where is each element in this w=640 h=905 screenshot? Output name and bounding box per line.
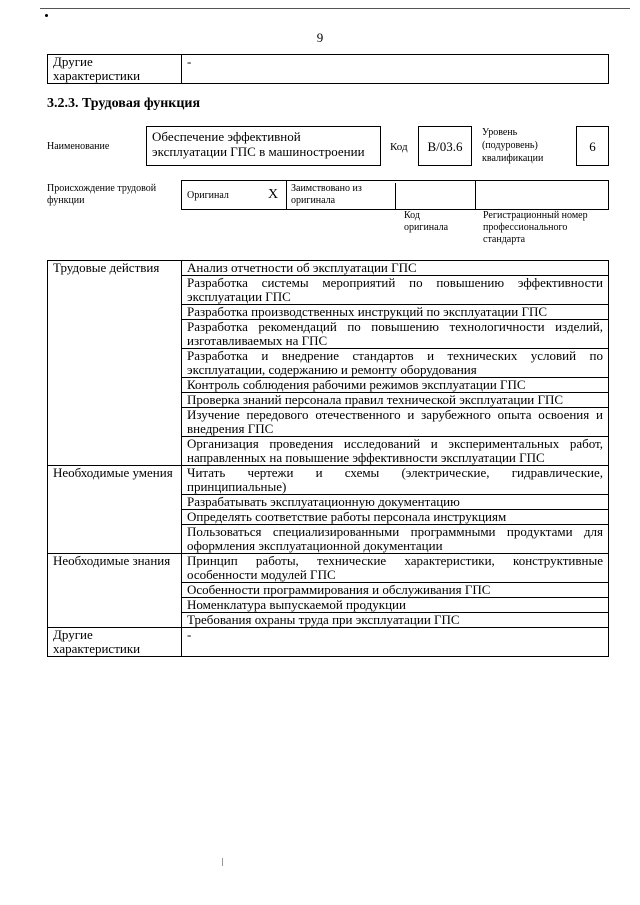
origin-label: Происхождение трудовой функции	[47, 183, 157, 206]
skill-item: Определять соответствие работы персонала инструкциям	[182, 510, 609, 525]
origin-box	[181, 180, 609, 210]
original-cell	[182, 181, 287, 209]
knowledge-item: Номенклатура выпускаемой продукции	[182, 598, 609, 613]
level-value-box	[576, 126, 609, 166]
code-label: Код	[390, 141, 408, 153]
other-label: Другие характеристики	[48, 628, 182, 657]
labor-action-item: Разработка и внедрение стандартов и технических условий по эксплуатации, содержанию и ремонту оборудования	[182, 349, 609, 378]
function-name-box	[146, 126, 381, 166]
labor-action-item: Разработка системы мероприятий по повышению эффективности эксплуатации ГПС	[182, 276, 609, 305]
labor-action-item: Анализ отчетности об эксплуатации ГПС	[182, 261, 609, 276]
scan-dot	[45, 14, 48, 17]
other-characteristics-label: Другие характеристики	[48, 55, 182, 84]
knowledge-item: Требования охраны труда при эксплуатации ГПС	[182, 613, 609, 628]
origin-divider	[475, 181, 476, 209]
labor-function-table	[47, 260, 609, 657]
labor-action-item: Разработка рекомендаций по повышению технологичности изделий, изготавливаемых на ГПС	[182, 320, 609, 349]
page-number: 9	[316, 30, 324, 45]
labor-action-item: Контроль соблюдения рабочими режимов эксплуатации ГПС	[182, 378, 609, 393]
skill-item: Разрабатывать эксплуатационную документацию	[182, 495, 609, 510]
knowledge-label: Необходимые знания	[48, 554, 182, 628]
code-caption: Код оригинала	[404, 210, 449, 233]
level-value: 6	[589, 139, 596, 154]
skills-label: Необходимые умения	[48, 466, 182, 554]
labor-action-item: Изучение передового отечественного и зарубежного опыта освоения и внедрения ГПС	[182, 408, 609, 437]
scan-mark	[222, 858, 223, 866]
function-name-value: Обеспечение эффективной эксплуатации ГПС в машиностроении	[152, 129, 365, 159]
name-label: Наименование	[47, 141, 110, 152]
original-label: Оригинал	[187, 190, 229, 201]
skill-item: Пользоваться специализированными программными продуктами для оформления эксплуатационной документации	[182, 525, 609, 554]
borrowed-label: Заимствовано из оригинала	[288, 183, 396, 209]
original-mark: X	[268, 187, 279, 202]
knowledge-item: Особенности программирования и обслуживания ГПС	[182, 583, 609, 598]
top-border-line	[40, 8, 630, 9]
knowledge-item: Принцип работы, технические характеристики, конструктивные особенности модулей ГПС	[182, 554, 609, 583]
other-characteristics-value: -	[182, 55, 609, 84]
code-value-box	[418, 126, 472, 166]
level-label: Уровень (подуровень) квалификации	[482, 127, 544, 164]
labor-actions-label: Трудовые действия	[48, 261, 182, 466]
reg-caption: Регистрационный номер профессионального стандарта	[483, 210, 588, 245]
labor-action-item: Организация проведения исследований и экспериментальных работ, направленных на повышение эффективности эксплуатации ГПС	[182, 437, 609, 466]
section-title: 3.2.3. Трудовая функция	[47, 96, 201, 111]
labor-action-item: Проверка знаний персонала правил технической эксплуатации ГПС	[182, 393, 609, 408]
skill-item: Читать чертежи и схемы (электрические, гидравлические, принципиальные)	[182, 466, 609, 495]
other-value: -	[182, 628, 609, 657]
labor-action-item: Разработка производственных инструкций по эксплуатации ГПС	[182, 305, 609, 320]
code-value: В/03.6	[427, 139, 463, 154]
previous-other-characteristics-table	[47, 54, 609, 84]
